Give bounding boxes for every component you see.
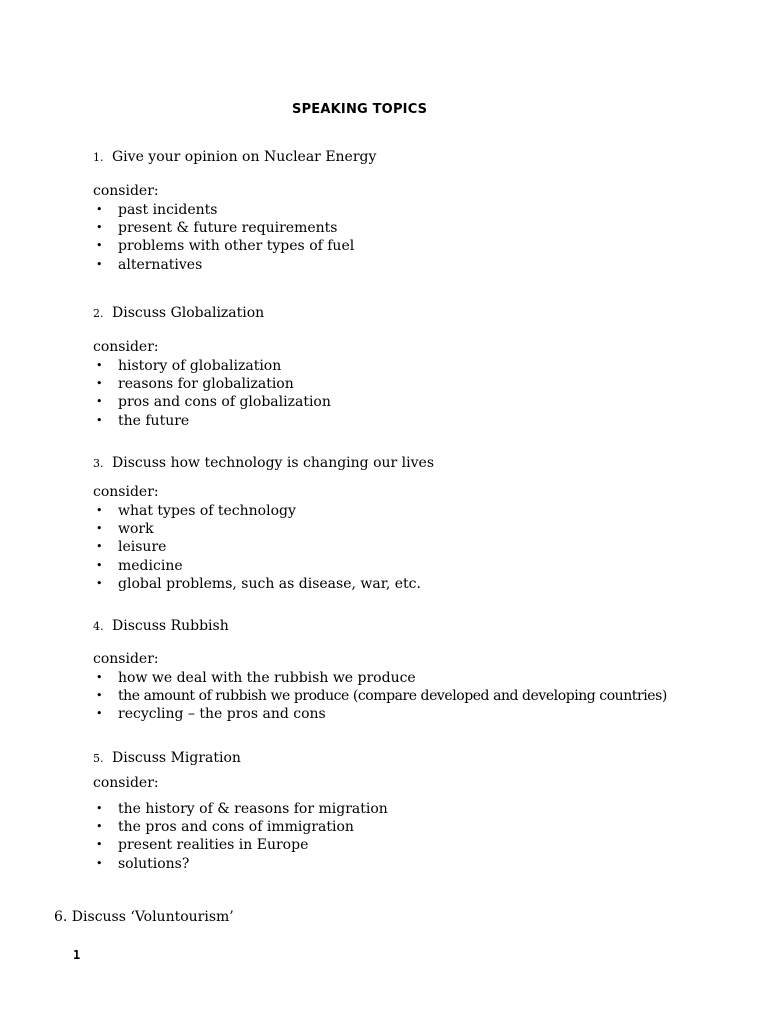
page-title: SPEAKING TOPICS: [292, 102, 428, 117]
topic-1-consider-label: consider:: [93, 183, 159, 199]
topic-1-heading: [93, 149, 376, 165]
topic-4-consider-label: consider:: [93, 651, 159, 667]
topic-1-title: Give your opinion on Nuclear Energy: [112, 149, 377, 165]
list-item: • how we deal with the rubbish we produce: [96, 670, 416, 686]
bullet-icon: •: [96, 359, 103, 372]
topic-2-list: [93, 357, 331, 430]
list-item: • past incidents: [96, 202, 218, 218]
topic-5-consider-label: consider:: [93, 775, 159, 791]
list-item: • problems with other types of fuel: [96, 238, 355, 255]
topic-3-list: [93, 502, 421, 593]
list-item: • the pros and cons of immigration: [96, 819, 354, 836]
topic-4-number: 4.: [93, 620, 104, 633]
topic-3-heading: [93, 455, 434, 471]
topic-1-list: [93, 201, 354, 274]
list-item: • pros and cons of globalization: [96, 394, 331, 411]
topic-2-title: Discuss Globalization: [112, 305, 265, 321]
topic-4-title: Discuss Rubbish: [112, 618, 229, 634]
bullet-icon: •: [96, 504, 103, 517]
list-item: • what types of technology: [96, 503, 296, 519]
page-number: 1: [73, 948, 81, 962]
bullet-icon: •: [96, 707, 103, 721]
list-item: • present realities in Europe: [96, 837, 309, 854]
list-item: • medicine: [96, 557, 183, 574]
bullet-icon: •: [96, 395, 103, 409]
list-item: • alternatives: [96, 256, 203, 273]
topic-2-consider-label: consider:: [93, 339, 159, 355]
bullet-icon: •: [96, 413, 103, 427]
topic-6-heading: 6. Discuss ‘Voluntourism’: [54, 909, 234, 925]
bullet-icon: •: [96, 540, 103, 554]
bullet-icon: •: [96, 689, 103, 703]
list-item: • the future: [96, 412, 190, 429]
topic-3-consider-label: consider:: [93, 484, 159, 500]
bullet-icon: •: [96, 671, 103, 684]
list-item: • leisure: [96, 539, 167, 556]
list-item: • recycling – the pros and cons: [96, 706, 326, 723]
list-item: • present & future requirements: [96, 220, 338, 237]
bullet-icon: •: [96, 221, 103, 235]
list-item: • the history of & reasons for migration: [96, 801, 388, 817]
list-item: • the amount of rubbish we produce (compare developed and developing countries): [96, 688, 667, 705]
bullet-icon: •: [96, 802, 103, 815]
bullet-icon: •: [96, 257, 103, 271]
topic-4-list: [93, 669, 667, 724]
bullet-icon: •: [96, 377, 103, 391]
topic-3-number: 3.: [93, 457, 104, 470]
bullet-icon: •: [96, 856, 103, 870]
list-item: • history of globalization: [96, 358, 282, 374]
topic-3-title: Discuss how technology is changing our lives: [112, 455, 435, 471]
bullet-icon: •: [96, 239, 103, 253]
topic-4-heading: [93, 618, 229, 634]
list-item: • solutions?: [96, 855, 190, 872]
topic-5-list: [93, 800, 388, 873]
list-item: • reasons for globalization: [96, 376, 294, 393]
topic-5-number: 5.: [93, 752, 104, 765]
list-item: • global problems, such as disease, war, etc.: [96, 575, 421, 592]
topic-2-number: 2.: [93, 307, 104, 320]
topic-5-heading: [93, 750, 241, 766]
bullet-icon: •: [96, 558, 103, 572]
bullet-icon: •: [96, 203, 103, 216]
topic-1-number: 1.: [93, 151, 104, 164]
list-item: • work: [96, 521, 154, 538]
topic-5-title: Discuss Migration: [112, 750, 241, 766]
bullet-icon: •: [96, 576, 103, 590]
topic-2-heading: [93, 305, 264, 321]
bullet-icon: •: [96, 522, 103, 536]
bullet-icon: •: [96, 820, 103, 834]
bullet-icon: •: [96, 838, 103, 852]
